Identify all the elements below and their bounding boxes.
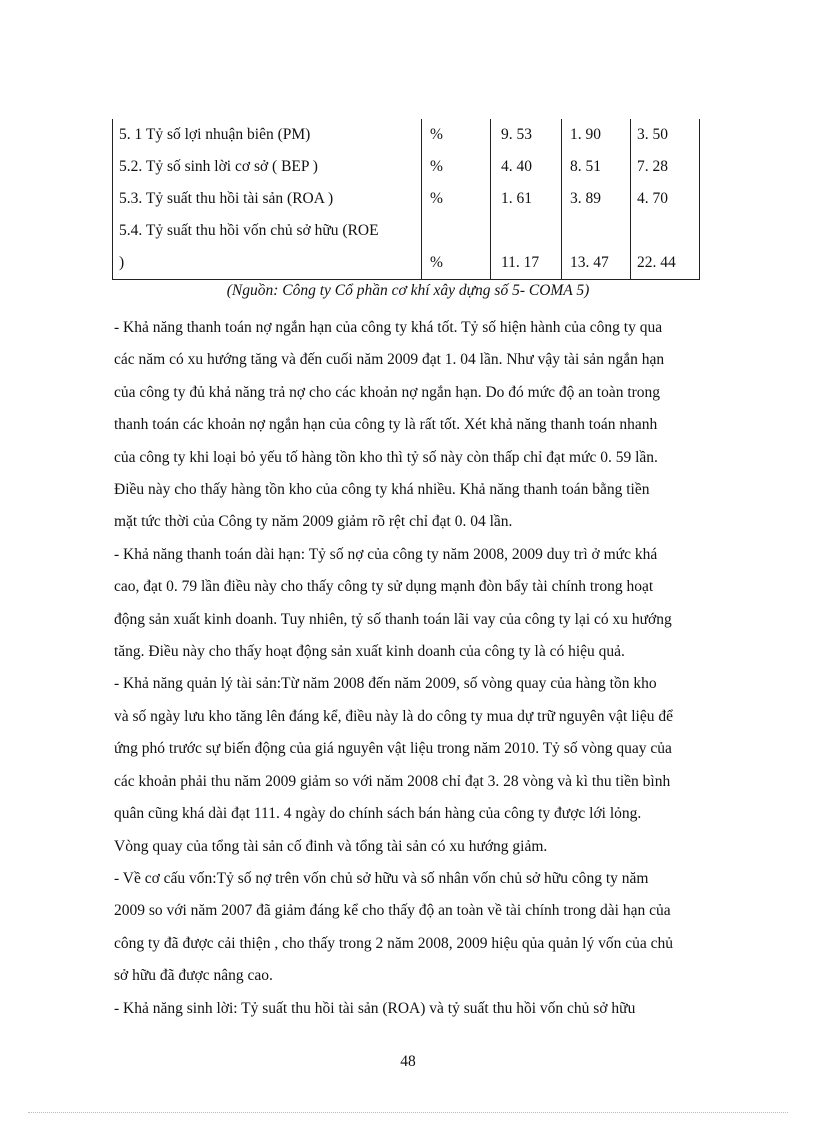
metric-value-3: 7. 28 <box>631 151 700 183</box>
paragraph-line: thanh toán các khoản nợ ngắn hạn của công ty là rất tốt. Xét khả năng thanh toán nhanh <box>114 416 658 434</box>
paragraph <box>114 993 746 1025</box>
metric-unit: % <box>422 215 491 280</box>
paragraph-line: - Khả năng quản lý tài sản:Từ năm 2008 đến năm 2009, số vòng quay của hàng tồn kho <box>114 675 657 693</box>
metrics-table <box>112 119 700 280</box>
paragraph <box>114 312 746 539</box>
metric-value-3: 22. 44 <box>631 215 700 280</box>
paragraph-line: 2009 so với năm 2007 đã giảm đáng kể cho thấy độ an toàn về tài chính trong dài hạn của <box>114 902 671 920</box>
metric-value-2: 3. 89 <box>562 183 631 215</box>
body-text <box>114 312 746 1025</box>
table-source-caption: (Nguồn: Công ty Cổ phần cơ khí xây dựng số 5- COMA 5) <box>226 282 590 299</box>
paragraph <box>114 863 746 993</box>
metric-value-2: 8. 51 <box>562 151 631 183</box>
page-bottom-divider <box>28 1112 788 1113</box>
paragraph-line: - Về cơ cấu vốn:Tỷ số nợ trên vốn chủ sở hữu và số nhân vốn chủ sở hữu công ty năm <box>114 869 649 887</box>
paragraph-line: công ty đã được cải thiện , cho thấy trong 2 năm 2008, 2009 hiệu qủa quản lý vốn của chủ <box>114 934 673 952</box>
metric-value-3: 4. 70 <box>631 183 700 215</box>
metric-name-line1: 5.4. Tỷ suất thu hồi vốn chủ sở hữu (ROE <box>119 222 379 239</box>
page-number: 48 <box>400 1053 416 1070</box>
metric-name: 5. 1 Tỷ số lợi nhuận biên (PM) <box>113 119 422 151</box>
paragraph-line: và số ngày lưu kho tăng lên đáng kể, điều này là do công ty mua dự trữ nguyên vật liệu để <box>114 707 673 725</box>
paragraph-line: động sản xuất kinh doanh. Tuy nhiên, tỷ số thanh toán lãi vay của công ty lại có xu hướng <box>114 610 672 628</box>
table-row <box>113 183 700 215</box>
paragraph-line: - Khả năng sinh lời: Tỷ suất thu hồi tài sản (ROA) và tỷ suất thu hồi vốn chủ sở hữu <box>114 999 636 1017</box>
paragraph-line: Vòng quay của tổng tài sản cố đinh và tổng tài sản có xu hướng giảm. <box>114 837 548 855</box>
table-row <box>113 215 700 280</box>
paragraph-line: - Khả năng thanh toán dài hạn: Tỷ số nợ của công ty năm 2008, 2009 duy trì ở mức khá <box>114 545 658 563</box>
paragraph-line: tăng. Điều này cho thấy hoạt động sản xuất kinh doanh của công ty là có hiệu quả. <box>114 643 625 661</box>
metric-name: 5.3. Tỷ suất thu hồi tài sản (ROA ) <box>113 183 422 215</box>
metric-unit: % <box>422 151 491 183</box>
paragraph-line: Điều này cho thấy hàng tồn kho của công ty khá nhiều. Khả năng thanh toán bằng tiền <box>114 481 650 499</box>
table-row <box>113 151 700 183</box>
metric-name <box>113 215 422 280</box>
paragraph-line: của công ty khi loại bỏ yếu tố hàng tồn kho thì tỷ số này còn thấp chỉ đạt mức 0. 59 lần. <box>114 448 658 466</box>
paragraph <box>114 668 746 862</box>
metric-name: 5.2. Tỷ số sinh lời cơ sở ( BEP ) <box>113 151 422 183</box>
metric-value-1: 9. 53 <box>491 119 562 151</box>
metric-value-1: 1. 61 <box>491 183 562 215</box>
paragraph-line: các năm có xu hướng tăng và đến cuối năm 2009 đạt 1. 04 lần. Như vậy tài sản ngắn hạn <box>114 351 665 369</box>
paragraph-line: sở hữu đã được nâng cao. <box>114 967 273 985</box>
metric-value-1: 4. 40 <box>491 151 562 183</box>
paragraph-line: ứng phó trước sự biến động của giá nguyên vật liệu trong năm 2010. Tỷ số vòng quay của <box>114 740 672 758</box>
metric-unit: % <box>422 183 491 215</box>
table-row <box>113 119 700 151</box>
metric-value-2: 1. 90 <box>562 119 631 151</box>
metric-name-line2: ) <box>119 254 125 271</box>
paragraph-line: các khoản phải thu năm 2009 giảm so với năm 2008 chỉ đạt 3. 28 vòng và kì thu tiền bình <box>114 772 671 790</box>
metric-unit: % <box>422 119 491 151</box>
paragraph-line: cao, đạt 0. 79 lần điều này cho thấy công ty sử dụng mạnh đòn bẩy tài chính trong hoạt <box>114 578 654 596</box>
metric-value-2: 13. 47 <box>562 215 631 280</box>
paragraph-line: của công ty đủ khả năng trả nợ cho các khoản nợ ngắn hạn. Do đó mức độ an toàn trong <box>114 383 661 401</box>
metric-value-1: 11. 17 <box>491 215 562 280</box>
paragraph-line: - Khả năng thanh toán nợ ngắn hạn của công ty khá tốt. Tỷ số hiện hành của công ty qua <box>114 319 663 336</box>
paragraph-line: mặt tức thời của Công ty năm 2009 giảm rõ rệt chỉ đạt 0. 04 lần. <box>114 513 513 531</box>
paragraph <box>114 539 746 669</box>
paragraph-line: quân cũng khá dài đạt 111. 4 ngày do chính sách bán hàng của công ty được lới lỏng. <box>114 805 642 823</box>
metric-value-3: 3. 50 <box>631 119 700 151</box>
